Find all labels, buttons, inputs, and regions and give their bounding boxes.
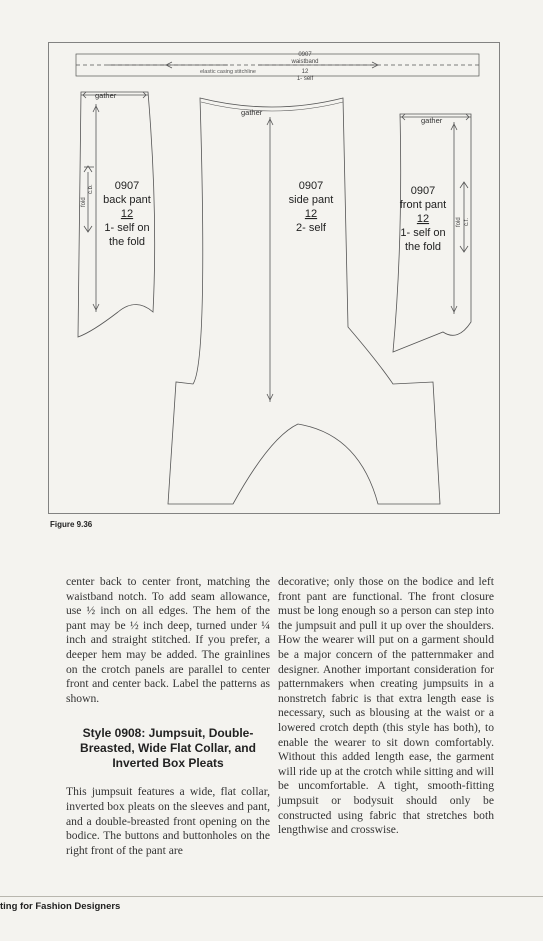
back-pant-style: 0907	[114, 180, 140, 192]
waistband-count: 12	[301, 69, 309, 75]
side-pant-count: 12	[304, 208, 318, 220]
style-heading: Style 0908: Jumpsuit, Double-Breasted, Wide Flat Collar, and Inverted Box Pleats	[80, 726, 256, 771]
waistband-piece	[76, 54, 479, 76]
back-pant-fold: fold	[81, 197, 87, 207]
left-paragraph: center back to center front, matching the waistband notch. To add seam allowance, use ½ inch on all edges. The hem of the pant may be ½ inch deep, turned under ¼ inch and straight stitched. If you prefer, a deeper hem may be added. The grainlines on the crotch panels are parallel to center front and center back. Label the patterns as shown.	[66, 575, 270, 705]
front-pant-cut: 1- self on	[400, 227, 446, 239]
waistband-name: waistband	[291, 59, 319, 65]
front-pant-cf: c.f.	[464, 217, 470, 226]
pattern-figure	[48, 42, 500, 514]
footer-rule	[0, 896, 543, 897]
front-pant-cut2: the fold	[404, 241, 442, 253]
back-pant-cut2: the fold	[108, 236, 146, 248]
front-pant-style: 0907	[410, 185, 436, 197]
back-pant-gather: gather	[95, 91, 117, 100]
left-column	[66, 575, 270, 858]
front-pant-name: front pant	[399, 199, 447, 211]
back-pant-name: back pant	[103, 194, 151, 206]
back-pant-cb: c.b.	[88, 184, 94, 194]
front-pant-fold: fold	[456, 217, 462, 227]
back-pant-cut: 1- self on	[104, 222, 150, 234]
elastic-casing-note: elastic casing stitchline	[200, 69, 256, 75]
side-pant-name: side pant	[288, 194, 334, 206]
back-pant-count: 12	[120, 208, 134, 220]
right-column	[278, 575, 494, 838]
side-pant-style: 0907	[298, 180, 324, 192]
running-footer: ting for Fashion Designers	[0, 901, 121, 912]
side-pant-cut: 2- self	[296, 222, 326, 234]
side-pant-piece	[168, 98, 440, 504]
right-paragraph: decorative; only those on the bodice and left front pant are functional. The front closure must be long enough so a person can step into the jumpsuit and pull it up over the shoulders. How the wearer will put on a garment should be a major concern of the patternmaker and designer. Another important consideration for patternmakers when creating jumpsuits in a nonstretch fabric is that extra length ease is necessary, such as blousing at the waist or a lowered crotch depth (this style has both), to enable the wearer to sit down comfortably. Without this added length ease, the garment will ride up at the crotch while sitting and will be uncomfortable. A tight, smooth-fitting jumpsuit or bodysuit should only be constructed using fabric that stretches both lengthwise and crosswise.	[278, 575, 494, 837]
side-pant-gather: gather	[241, 108, 263, 117]
waistband-style: 0907	[298, 52, 312, 58]
front-pant-gather: gather	[421, 116, 443, 125]
back-pant-piece	[78, 92, 155, 337]
left-paragraph-2: This jumpsuit features a wide, flat collar, inverted box pleats on the sleeves and pant, and a double-breasted front opening on the bodice. The buttons and buttonholes on the right front of the pant are	[66, 785, 270, 857]
waistband-cut: 1- self	[296, 76, 314, 82]
front-pant-count: 12	[416, 213, 430, 225]
figure-caption: Figure 9.36	[50, 520, 93, 529]
